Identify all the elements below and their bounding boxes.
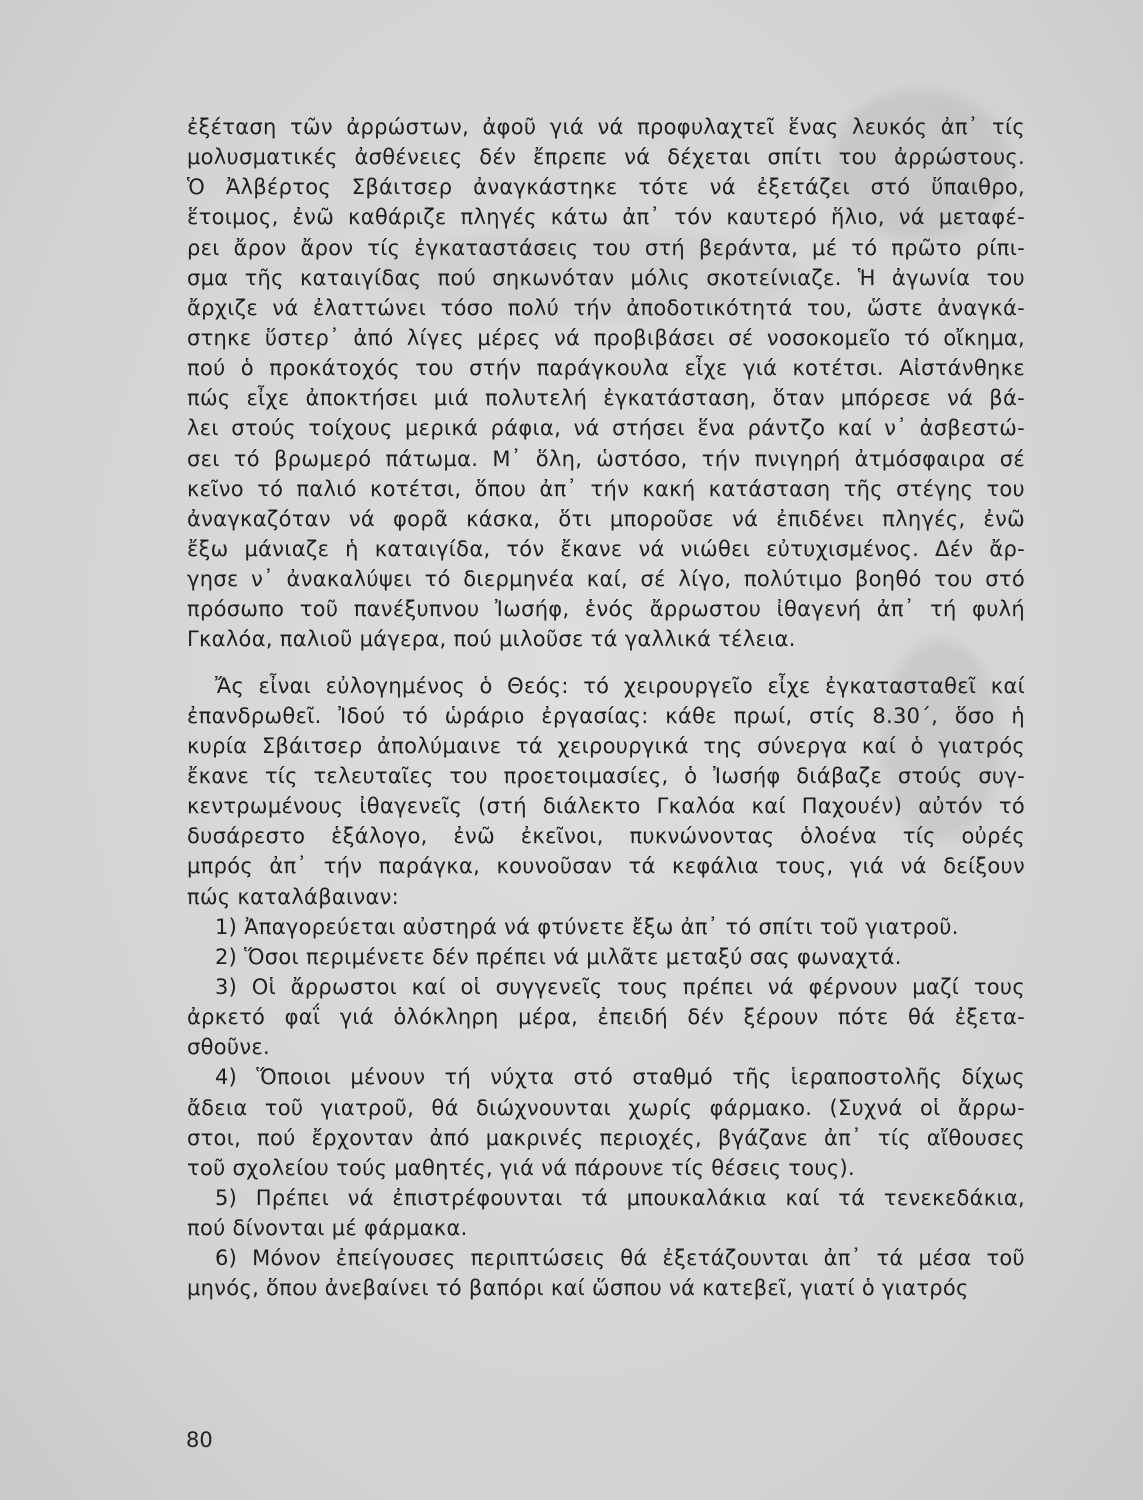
text-line: 6) Μόνον ἐπείγουσες περιπτώσεις θά ἐξετάζουνται ἀπ᾽ τά μέσα τοῦ — [215, 1246, 1025, 1271]
text-line: ἔξω μάνιαζε ἡ καταιγίδα, τόν ἔκανε νά νιώθει εὐτυχισμένος. Δέν ἄρ- — [187, 536, 1025, 561]
paragraph — [187, 1062, 1025, 1183]
text-line: ἕτοιμος, ἐνῶ καθάριζε πληγές κάτω ἀπ᾽ τόν καυτερό ἥλιο, νά μεταφέ- — [187, 205, 1025, 230]
paragraph — [187, 112, 1025, 655]
text-line: στηκε ὕστερ᾽ ἀπό λίγες μέρες νά προβιβάσει σέ νοσοκομεῖο τό οἴκημα, — [187, 325, 1025, 350]
text-line: κυρία Σβάιτσερ ἀπολύμαινε τά χειρουργικά της σύνεργα καί ὁ γιατρός — [187, 733, 1025, 758]
text-line: ἄρχιζε νά ἐλαττώνει τόσο πολύ τήν ἀποδοτικότητά του, ὥστε ἀναγκά- — [187, 295, 1025, 320]
text-line: μολυσματικές ἀσθένειες δέν ἔπρεπε νά δέχεται σπίτι του ἀρρώστους. — [187, 145, 1025, 170]
text-line: 1) Ἀπαγορεύεται αὐστηρά νά φτύνετε ἔξω ἀπ᾽ τό σπίτι τοῦ γιατροῦ. — [215, 914, 959, 939]
text-line: ἐπανδρωθεῖ. Ἰδού τό ὡράριο ἐργασίας: κάθε πρωί, στίς 8.30΄, ὅσο ἡ — [187, 703, 1025, 728]
paragraph — [187, 1243, 1025, 1303]
text-line: πώς καταλάβαιναν: — [187, 884, 400, 909]
paragraph — [187, 972, 1025, 1062]
paragraph — [187, 942, 1025, 972]
text-line: ἔκανε τίς τελευταῖες του προετοιμασίες, ὁ Ἰωσήφ διάβαζε στούς συγ- — [187, 763, 1025, 788]
text-line: 3) Οἱ ἄρρωστοι καί οἱ συγγενεῖς τους πρέπει νά φέρνουν μαζί τους — [215, 974, 1025, 999]
paragraph — [187, 912, 1025, 942]
text-line: 5) Πρέπει νά ἐπιστρέφουνται τά μπουκαλάκια καί τά τενεκεδάκια, — [215, 1185, 1025, 1210]
text-line: σθοῦνε. — [187, 1035, 271, 1060]
body-text — [187, 112, 1025, 1303]
text-line: μπρός ἀπ᾽ τήν παράγκα, κουνοῦσαν τά κεφάλια τους, γιά νά δείξουν — [187, 854, 1025, 879]
text-line: κεντρωμένους ἰθαγενεῖς (στή διάλεκτο Γκαλόα καί Παχουέν) αὐτόν τό — [187, 794, 1025, 819]
text-line: ἀρκετό φαΐ γιά ὁλόκληρη μέρα, ἐπειδή δέν ξέρουν πότε θά ἐξετα- — [187, 1005, 1025, 1030]
text-line: δυσάρεστο ἑξάλογο, ἐνῶ ἐκεῖνοι, πυκνώνοντας ὁλοένα τίς οὐρές — [187, 824, 1025, 849]
page-number: 80 — [186, 1428, 213, 1452]
text-line: ἄδεια τοῦ γιατροῦ, θά διώχνουνται χωρίς φάρμακο. (Συχνά οἱ ἄρρω- — [187, 1095, 1025, 1120]
text-line: σμα τῆς καταιγίδας πού σηκωνόταν μόλις σκοτείνιαζε. Ἡ ἀγωνία του — [187, 265, 1025, 290]
text-line: Ἄς εἶναι εὐλογημένος ὁ Θεός: τό χειρουργεῖο εἶχε ἐγκατασταθεῖ καί — [215, 673, 1025, 698]
paragraph — [187, 1183, 1025, 1243]
text-line: λει στούς τοίχους μερικά ράφια, νά στήσει ἕνα ράντζο καί ν᾽ ἀσβεστώ- — [187, 416, 1025, 441]
text-line: Γκαλόα, παλιοῦ μάγερα, πού μιλοῦσε τά γαλλικά τέλεια. — [187, 627, 796, 652]
text-line: ρει ἄρον ἄρον τίς ἐγκαταστάσεις του στή βεράντα, μέ τό πρῶτο ρίπι- — [187, 235, 1025, 260]
text-line: πού ὁ προκάτοχός του στήν παράγκουλα εἶχε γιά κοτέτσι. Αἰστάνθηκε — [187, 356, 1025, 381]
text-line: μηνός, ὅπου ἀνεβαίνει τό βαπόρι καί ὥσπου νά κατεβεῖ, γιατί ὁ γιατρός — [187, 1276, 969, 1301]
text-line: πρόσωπο τοῦ πανέξυπνου Ἰωσήφ, ἑνός ἄρρωστου ἰθαγενή ἀπ᾽ τή φυλή — [187, 597, 1025, 622]
text-line: τοῦ σχολείου τούς μαθητές, γιά νά πάρουνε τίς θέσεις τους). — [187, 1155, 855, 1180]
text-line: πού δίνονται μέ φάρμακα. — [187, 1216, 468, 1241]
text-line: 2) Ὅσοι περιμένετε δέν πρέπει νά μιλᾶτε μεταξύ σας φωναχτά. — [215, 944, 902, 969]
paragraph — [187, 671, 1025, 912]
text-line: Ὁ Ἀλβέρτος Σβάιτσερ ἀναγκάστηκε τότε νά ἐξετάζει στό ὕπαιθρο, — [187, 175, 1025, 200]
text-line: 4) Ὅποιοι μένουν τή νύχτα στό σταθμό τῆς ἱεραποστολῆς δίχως — [215, 1065, 1025, 1090]
text-line: ἐξέταση τῶν ἀρρώστων, ἀφοῦ γιά νά προφυλαχτεῖ ἕνας λευκός ἀπ᾽ τίς — [187, 115, 1025, 139]
text-line: ἀναγκαζόταν νά φορᾶ κάσκα, ὅτι μποροῦσε νά ἐπιδένει πληγές, ἐνῶ — [187, 506, 1025, 531]
text-line: γησε ν᾽ ἀνακαλύψει τό διερμηνέα καί, σέ λίγο, πολύτιμο βοηθό του στό — [187, 567, 1025, 592]
text-line: σει τό βρωμερό πάτωμα. Μ᾽ ὅλη, ὡστόσο, τήν πνιγηρή ἀτμόσφαιρα σέ — [187, 446, 1025, 471]
text-line: κεῖνο τό παλιό κοτέτσι, ὅπου ἀπ᾽ τήν κακή κατάσταση τῆς στέγης του — [187, 476, 1025, 501]
text-line: στοι, πού ἔρχονταν ἀπό μακρινές περιοχές, βγάζανε ἀπ᾽ τίς αἴθουσες — [187, 1125, 1025, 1150]
text-line: πώς εἶχε ἀποκτήσει μιά πολυτελή ἐγκατάσταση, ὅταν μπόρεσε νά βά- — [187, 386, 1025, 411]
paragraph-gap — [187, 655, 1025, 671]
